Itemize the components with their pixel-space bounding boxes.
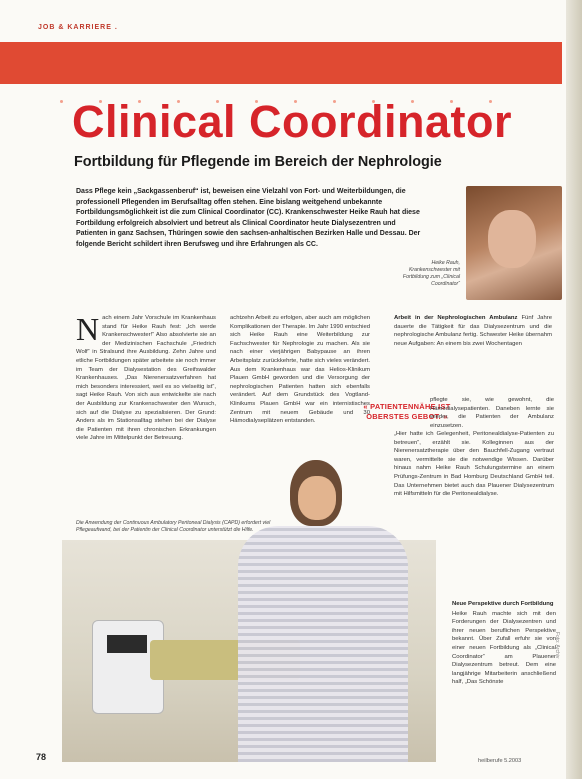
section-text: Heike Rauh machte sich mit den Forderungen der Dialysezentren und ihrer neuen beruflichen Perspektive bekannt. Über Zufall erfuhr sie von einer neuen Fortbildung als „Clinical Coordinator“ am Plauener Dialysezentrum betreut. Dem eine langjährige Mitarbeiterin anschließend half, „Das Schönste (452, 610, 556, 686)
column-3-heading: Arbeit in der Nephrologischen Ambulanz (394, 315, 518, 321)
photo-credit: Foto: Archiv (554, 632, 560, 659)
column-3-text-more: „Hier hatte ich Gelegenheit, Peritonealdialyse-Patienten zu betreuen“, erzählt sie. Kolleginnen aus der Nierenersatztherapie über den Bauchfell-Zugang vertraut waren, vermittelte sie die notwendige Wissen. Darüber hinaus nahm Heike Rauh Schulungstermine an einem Prüfungs-Zentrum in Bad Homburg Deutschland GmbH teil. Das Unternehmen bietet auch das Plauener Dialysezentrum mit Hilfsmitteln für die Peritonealdialyse. (394, 431, 554, 498)
drop-cap: N (76, 311, 100, 347)
nurse-figure (238, 460, 408, 762)
section-label: JOB & KARRIERE . (38, 24, 118, 31)
article-column-3 (394, 314, 552, 348)
photo-caption: Die Anwendung der Continuous Ambulatory Peritoneal Dialysis (CAPD) erfordert viel Pflegeaufwand, bei der Patientin der Clinical Coordinator unterstützt die Hilfe. (76, 520, 271, 533)
pull-quote: « PATIENTENNÄHE IST OBERSTES GEBOT. » (363, 402, 451, 421)
portrait-photo (466, 186, 562, 300)
section-heading: Neue Perspektive durch Fortbildung (452, 601, 554, 607)
column-1-text: ach einem Jahr Vorschule im Krankenhaus stand für Heike Rauh fest: „Ich werde Krankenschwester!“ Also absolvierte sie an der Medizinischen Fachschule „Friedrich Wolf“ in Stralsund ihre Ausbildung. Zehn Jahre und etliche Fortbildungen später arbeitete sie noch immer im Team der Dialysestation des Greifswalder Krankenhauses. „Das Nierenersatzverfahren hat mich besonders interessiert, weil es so vielseitig ist“, sagt Heike Rauh. Von sich aus entwickelte sie nach der Ausbildung zur Krankenschwester den Wunsch, sich auf die Dialyse zu spezialisieren. Der Grund: Anders als im Stationsalltag stehen bei der Dialyse die Patienten mit ihren chronischen Erkrankungen viele Jahre im Mittelpunkt der Betreuung. (76, 315, 216, 442)
nurse-uniform (238, 526, 408, 762)
page-number: 78 (36, 752, 47, 762)
column-3-section-2 (452, 600, 556, 687)
column-3-text-continued: pflegte sie, wie gewohnt, die Hämodialysepatienten. Daneben lernte sie wieder, die Patienten der Ambulanz einzusetzen. (430, 397, 554, 429)
article-intro: Dass Pflege kein „Sackgassenberuf“ ist, beweisen eine Vielzahl von Fort- und Weiterbildungen, die professionell Pflegenden im Berufsalltag offen stehen. Eine bislang weitgehend unbekannte Fortbildungsmöglichkeit ist die zum Clinical Coordinator (CC). Krankenschwester Heike Rauh hat diese Fortbildung erfolgreich absolviert und betreut als Clinical Coordinator heute Dialysezentren und Patienten in ganz Sachsen, Thüringen sowie den sachsen-anhaltischen Bezirken Halle und Dessau. Der folgende Bericht schildert ihren Berufsweg und ihre Erfahrungen als CC. (76, 188, 421, 248)
portrait-caption: Heike Rauh, Krankenschwester mit Fortbildung zum „Clinical Coordinator“ (402, 260, 460, 287)
column-2-text: achtzehn Arbeit zu erfolgen, aber auch am möglichen Komplikationen der Therapie. Im Jahr 1990 entschied sich Heike Rauh eine Weiterbildung zur Fachschwester für Nephrologie zu machen. Als sie nach einer vierjährigen Babypause an ihren Arbeitsplatz zurückkehrte, hatte sich vieles verändert. Aus dem Krankenhaus war das Helios-Klinikum Plauen GmbH geworden und die Versorgung der nephrologischen Patienten hatten sich ebenfalls verändert. Auf dem Grundstück des Vogtland-Klinikums Plauen GmbH war ein internistisches Zentrum mit neuem Gebäude und 30 Hämodialyseplätzen entstanden. (230, 315, 370, 425)
page-edge-shadow (566, 0, 582, 779)
column-3-text: Fünf Jahre dauerte die Tätigkeit für das Dialysezentrum und die nephrologische Ambulanz fertig. Schwester Heike übernahm neue Aufgaben: An einem bis zwei Wochentagen (394, 315, 552, 347)
magazine-issue: heilberufe 5.2003 (478, 758, 522, 764)
article-subtitle: Fortbildung für Pflegende im Bereich der Nephrologie (74, 154, 442, 170)
nurse-face (298, 476, 336, 520)
article-title: Clinical Coordinator (72, 96, 513, 147)
machine-display (107, 635, 147, 653)
portrait-face (488, 210, 536, 268)
header-color-bar (0, 42, 562, 84)
article-column-1 (76, 311, 216, 443)
